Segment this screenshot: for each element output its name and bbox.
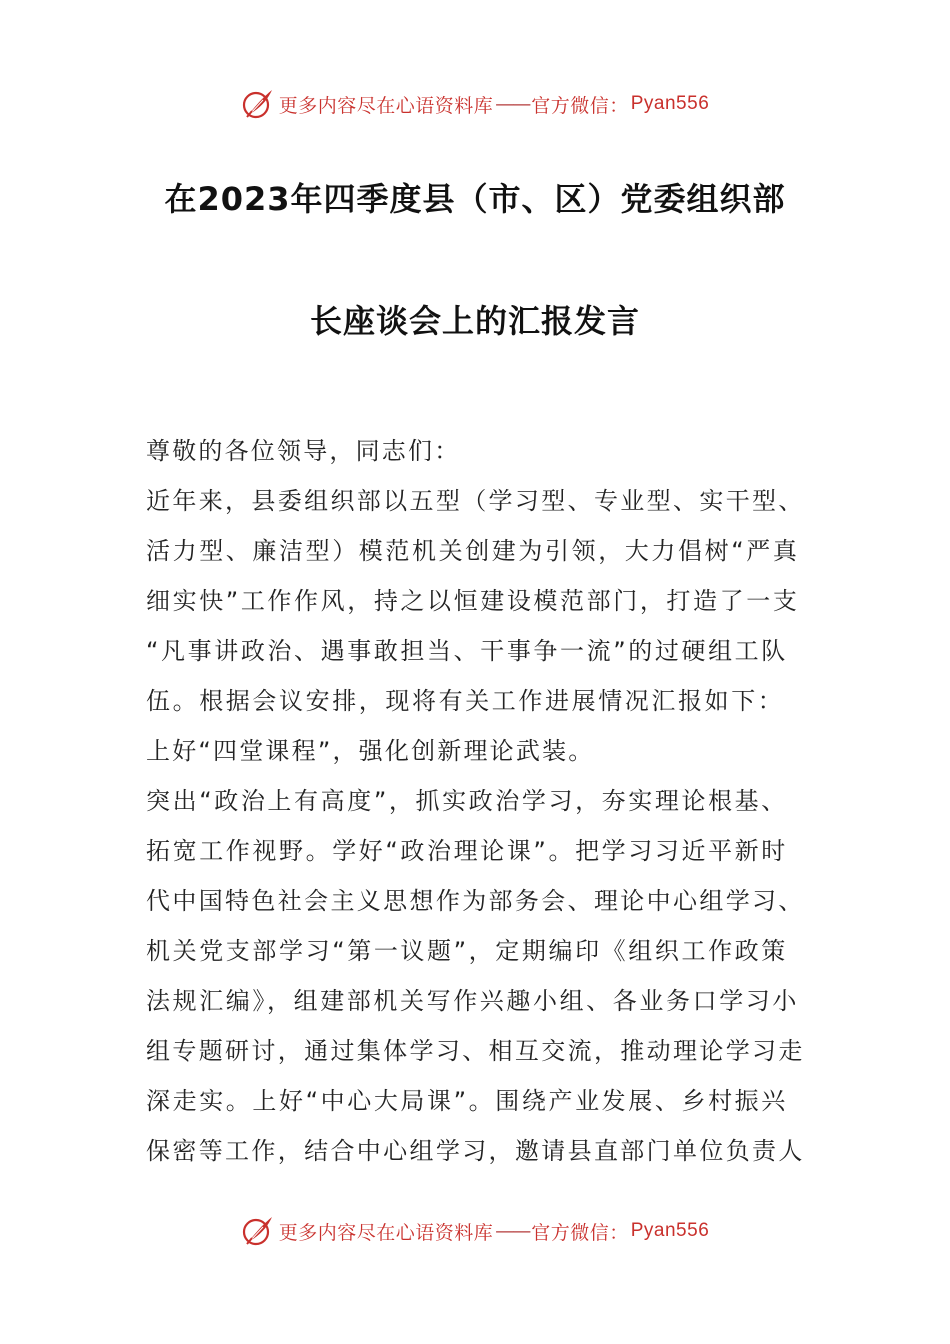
quill-logo-icon — [241, 87, 275, 121]
body-line: 组专题研讨，通过集体学习、相互交流，推动理论学习走 — [146, 1037, 805, 1065]
body-line: 机关党支部学习“第一议题”，定期编印《组织工作政策 — [146, 937, 788, 965]
body-line: “凡事讲政治、遇事敢担当、干事争一流”的过硬组工队 — [146, 637, 788, 665]
separator-dash: —— — [495, 1220, 530, 1242]
document-title-line-2: 长座谈会上的汇报发言 — [309, 302, 640, 340]
body-line: 拓宽工作视野。学好“政治理论课”。把学习习近平新时 — [146, 837, 788, 865]
wechat-label: 官方微信： — [531, 1221, 629, 1244]
separator-dash: —— — [495, 93, 530, 115]
wechat-id: Pyan556 — [630, 1220, 710, 1241]
body-line: 法规汇编》，组建部机关写作兴趣小组、各业务口学习小 — [146, 987, 799, 1015]
quill-logo-icon — [241, 1214, 275, 1248]
body-line: 突出“政治上有高度”，抓实政治学习，夯实理论根基、 — [146, 787, 788, 815]
body-line: 尊敬的各位领导，同志们： — [146, 437, 461, 465]
brand-text: 更多内容尽在心语资料库 — [278, 94, 494, 117]
body-line: 近年来，县委组织部以五型（学习型、专业型、实干型、 — [146, 487, 805, 515]
body-line: 活力型、廉洁型）模范机关创建为引领，大力倡树“严真 — [146, 537, 800, 565]
section-heading: 上好“四堂课程”，强化创新理论武装。 — [146, 737, 595, 765]
brand-text: 更多内容尽在心语资料库 — [278, 1221, 494, 1244]
document-title-line-1: 在2023年四季度县（市、区）党委组织部 — [164, 180, 786, 218]
wechat-label: 官方微信： — [531, 94, 629, 117]
body-line: 保密等工作，结合中心组学习，邀请县直部门单位负责人 — [146, 1137, 805, 1165]
document-body — [146, 426, 810, 1176]
header-watermark-banner — [0, 84, 950, 124]
body-line: 细实快”工作作风，持之以恒建设模范部门，打造了一支 — [146, 587, 800, 615]
body-line: 伍。根据会议安排，现将有关工作进展情况汇报如下： — [146, 687, 785, 715]
footer-watermark-banner — [0, 1211, 950, 1251]
body-line: 深走实。上好“中心大局课”。围绕产业发展、乡村振兴 — [146, 1087, 788, 1115]
wechat-id: Pyan556 — [630, 93, 710, 114]
body-line: 代中国特色社会主义思想作为部务会、理论中心组学习、 — [146, 887, 805, 915]
